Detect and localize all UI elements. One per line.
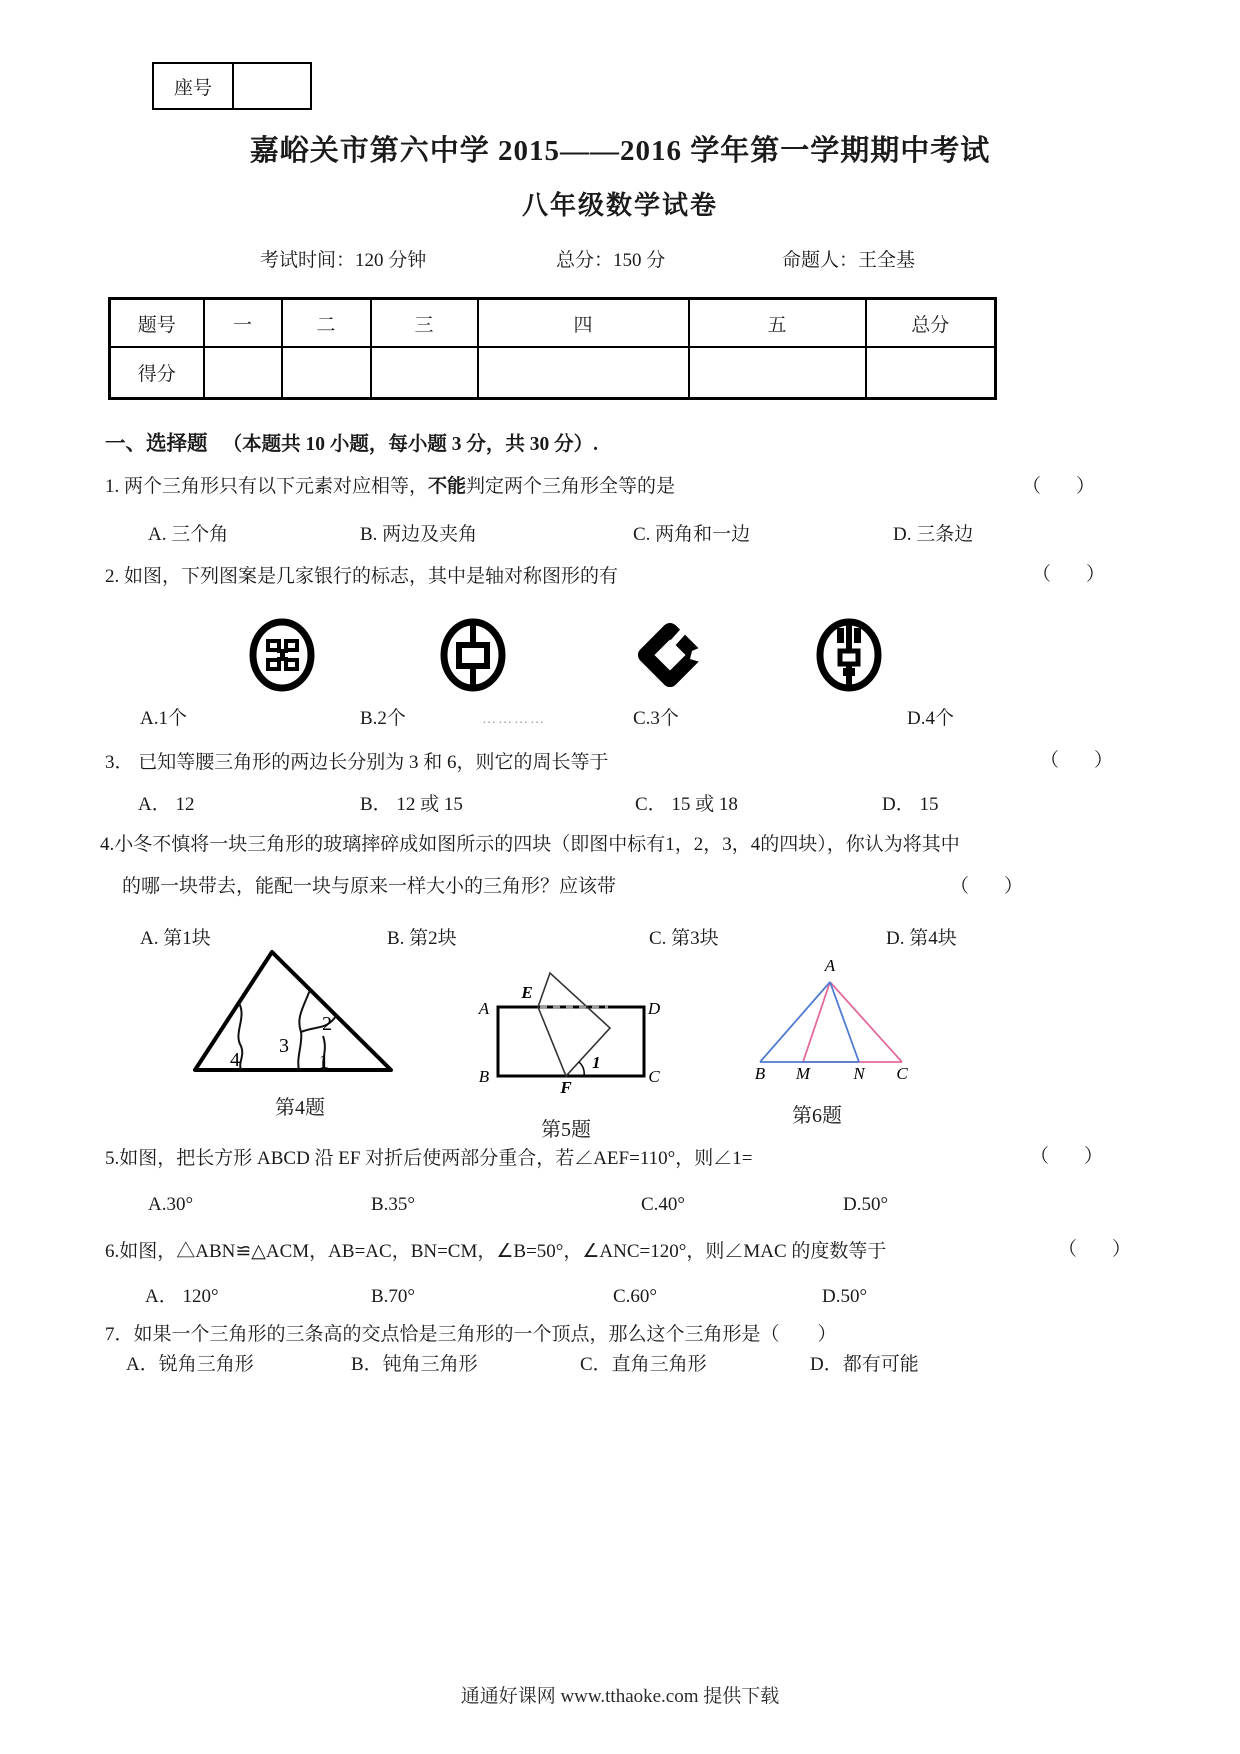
question-6-option-d: D.50° [822,1286,868,1307]
score-table-header-cell: 五 [689,299,866,348]
question-4-option-c: C. 第3块 [649,928,719,949]
score-table-header-cell: 二 [282,299,371,348]
page-title: 嘉峪关市第六中学 2015——2016 学年第一学期期中考试 [249,135,991,167]
question-1-option-c: C. 两角和一边 [633,524,751,545]
total-score: 总分：150 分 [556,250,666,271]
fig5-label-C: C [648,1067,660,1086]
section1-heading [105,432,598,457]
fig5-angle-1-label: 1 [592,1053,601,1072]
question-6-option-c: C.60° [613,1286,658,1307]
question-5-answer-bracket: （ ） [1030,1146,1112,1167]
section1-heading-text: 一、选择题 [105,433,208,455]
question-2-option-a: A.1个 [140,708,187,729]
question-3-option-b: B． 12 或 15 [360,794,463,815]
score-cell-empty [282,347,371,399]
bank-of-china-logo-icon [435,617,511,693]
question-1-text: 1. 两个三角形只有以下元素对应相等， [105,476,429,497]
score-cell-empty [866,347,996,399]
figure-q6-caption: 第6题 [792,1105,842,1127]
question-5: 5.如图，把长方形 ABCD 沿 EF 对折后使两部分重合，若∠AEF=110°，则∠1= [105,1148,753,1169]
fig5-label-A: A [478,999,490,1018]
question-5-option-a: A.30° [148,1194,194,1215]
question-6: 6.如图，△ABN≌△ACM，AB=AC，BN=CM，∠B=50°，∠ANC=120°，则∠MAC 的度数等于 [105,1241,887,1262]
question-4-option-a: A. 第1块 [140,928,211,949]
score-table-header-cell: 四 [478,299,689,348]
fig6-label-B: B [754,1064,766,1083]
fig6-label-C: C [896,1064,908,1083]
footer-watermark: 通通好课网 www.tthaoke.com 提供下载 [460,1686,780,1707]
question-1-option-d: D. 三条边 [893,524,974,545]
score-table-header-cell: 题号 [110,299,204,348]
score-table-header-cell: 三 [371,299,478,348]
fig6-label-N: N [853,1064,865,1083]
question-2-option-c: C.3个 [633,708,679,729]
figure-q4-broken-triangle [175,948,405,1088]
question-1-option-b: B. 两边及夹角 [360,524,478,545]
question-4-option-b: B. 第2块 [387,928,457,949]
figure-q6-triangle [720,955,940,1090]
question-2: 2. 如图，下列图案是几家银行的标志，其中是轴对称图形的有 [105,566,619,587]
score-cell-empty [689,347,866,399]
seat-number-box [152,62,312,110]
page-subtitle: 八年级数学试卷 [521,191,718,220]
fig6-label-M: M [795,1064,811,1083]
fig4-piece-1-label: 1 [319,1051,329,1073]
score-table [108,297,997,400]
question-5-option-c: C.40° [641,1194,686,1215]
score-table-header-row [110,299,996,348]
icbc-bank-logo-icon [244,617,320,693]
question-3: 3． 已知等腰三角形的两边长分别为 3 和 6，则它的周长等于 [105,752,609,773]
question-7-option-b: B．钝角三角形 [351,1354,478,1375]
fig5-label-E: E [521,983,533,1002]
question-6-option-a: A． 120° [145,1286,219,1307]
question-5-option-b: B.35° [371,1194,416,1215]
question-1-text-rest: 判定两个三角形全等的是 [466,476,676,497]
score-cell-empty [204,347,282,399]
question-7-option-d: D．都有可能 [810,1354,919,1375]
figure-q5-caption: 第5题 [541,1119,591,1141]
question-1-option-a: A. 三个角 [148,524,229,545]
question-6-option-b: B.70° [371,1286,416,1307]
question-2-option-b: B.2个 [360,708,406,729]
question-4-line1: 4.小冬不慎将一块三角形的玻璃摔碎成如图所示的四块（即图中标有1，2，3，4的四块），你认为将其中 [100,834,960,855]
fig4-piece-3-label: 3 [279,1035,289,1057]
exam-setter: 命题人：王全基 [782,250,916,271]
question-7-option-a: A．锐角三角形 [126,1354,254,1375]
question-1 [105,476,675,499]
score-cell-empty [478,347,689,399]
question-7: 7．如果一个三角形的三条高的交点恰是三角形的一个顶点，那么这个三角形是（ ） [105,1324,837,1345]
question-2-option-d: D.4个 [907,708,954,729]
section1-note: （本题共 10 小题，每小题 3 分，共 30 分）. [222,434,599,455]
question-2-answer-bracket: （ ） [1032,564,1114,585]
score-cell-empty [371,347,478,399]
fig4-piece-4-label: 4 [230,1049,240,1071]
question-4-option-d: D. 第4块 [886,928,957,949]
seat-number-blank-cell [234,64,310,108]
fig6-label-A: A [824,956,836,975]
question-6-answer-bracket: （ ） [1058,1239,1140,1260]
exam-time: 考试时间：120 分钟 [260,250,427,271]
question-3-option-c: C． 15 或 18 [635,794,738,815]
question-4-line2: 的哪一块带去，能配一块与原来一样大小的三角形？应该带 [122,876,617,897]
construction-bank-logo-icon [632,617,708,693]
fig4-piece-2-label: 2 [322,1013,332,1035]
question-3-option-a: A． 12 [138,794,195,815]
agricultural-bank-logo-icon [811,617,887,693]
question-3-option-d: D． 15 [882,794,939,815]
question-7-option-c: C．直角三角形 [580,1354,707,1375]
score-table-score-row [110,347,996,399]
question-1-answer-bracket: （ ） [1022,476,1104,497]
question-1-emphasis: 不能 [428,476,467,497]
score-table-header-cell: 总分 [866,299,996,348]
score-row-label: 得分 [110,347,204,399]
question-4-answer-bracket: （ ） [950,876,1032,897]
fig5-label-F: F [560,1078,572,1097]
score-table-header-cell: 一 [204,299,282,348]
dotted-line: ………… [482,712,546,727]
question-3-answer-bracket: （ ） [1040,750,1122,771]
fig5-label-B: B [478,1067,490,1086]
figure-q4-caption: 第4题 [275,1097,325,1119]
fig5-label-D: D [647,999,661,1018]
seat-number-label: 座号 [154,64,234,108]
question-5-option-d: D.50° [843,1194,889,1215]
